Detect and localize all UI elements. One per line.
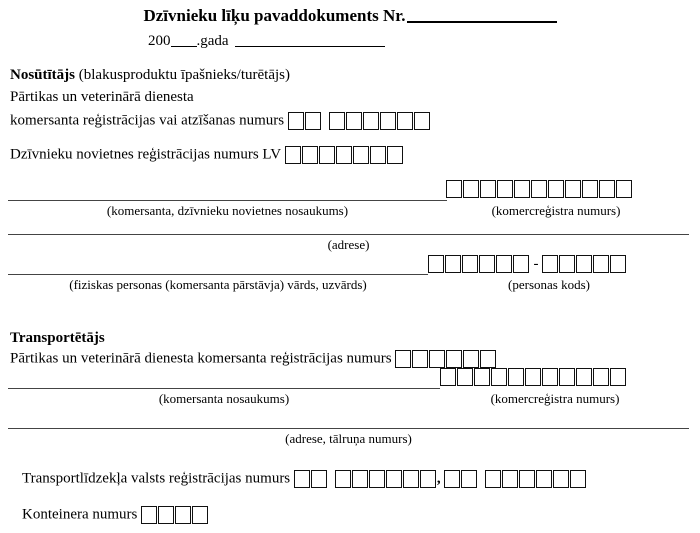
input-box[interactable] <box>463 180 479 198</box>
input-box[interactable] <box>346 112 362 130</box>
transporter-name-rule[interactable] <box>8 388 440 389</box>
input-box[interactable] <box>141 506 157 524</box>
page-title-text: Dzīvnieku līķu pavaddokuments Nr. <box>143 6 406 25</box>
input-box[interactable] <box>363 112 379 130</box>
holding-reg-boxes[interactable] <box>285 146 404 164</box>
date-suffix: .gada <box>196 33 229 49</box>
input-box[interactable] <box>502 470 518 488</box>
input-box[interactable] <box>294 470 310 488</box>
vehicle-reg-boxes-second[interactable] <box>444 470 587 488</box>
input-box[interactable] <box>380 112 396 130</box>
holding-reg-line <box>10 146 404 164</box>
input-box[interactable] <box>491 368 507 386</box>
date-line <box>148 33 385 50</box>
transporter-heading: Transportētājs <box>10 330 105 346</box>
input-box[interactable] <box>599 180 615 198</box>
input-box[interactable] <box>335 470 351 488</box>
input-box[interactable] <box>429 350 445 368</box>
vehicle-reg-line <box>22 470 587 488</box>
input-box[interactable] <box>457 368 473 386</box>
input-box[interactable] <box>474 368 490 386</box>
input-box[interactable] <box>403 470 419 488</box>
date-year-blank[interactable] <box>171 46 197 47</box>
input-box[interactable] <box>445 255 461 273</box>
sender-personal-code-boxes[interactable] <box>428 255 627 273</box>
input-box[interactable] <box>288 112 304 130</box>
input-box[interactable] <box>192 506 208 524</box>
page-title <box>0 6 700 26</box>
sender-heading <box>10 68 290 83</box>
input-box[interactable] <box>414 112 430 130</box>
input-box[interactable] <box>285 146 301 164</box>
input-box[interactable] <box>593 368 609 386</box>
sender-name-caption: (komersanta, dzīvnieku novietnes nosaukums) <box>106 203 349 218</box>
sender-address-rule[interactable] <box>8 234 689 235</box>
input-box[interactable] <box>387 146 403 164</box>
input-box[interactable] <box>370 146 386 164</box>
input-box[interactable] <box>420 470 436 488</box>
sender-personal-code-caption: (personas kods) <box>508 277 590 292</box>
title-number-blank[interactable] <box>407 21 557 23</box>
input-box[interactable] <box>513 255 529 273</box>
input-box[interactable] <box>576 368 592 386</box>
input-box[interactable] <box>480 350 496 368</box>
sender-heading-bold: Nosūtītājs <box>10 67 76 83</box>
input-box[interactable] <box>412 350 428 368</box>
transporter-reg-boxes[interactable] <box>395 350 497 368</box>
date-month-blank[interactable] <box>235 46 385 47</box>
transporter-address-rule[interactable] <box>8 428 689 429</box>
input-box[interactable] <box>559 368 575 386</box>
input-box[interactable] <box>610 368 626 386</box>
input-box[interactable] <box>480 180 496 198</box>
sender-person-rule[interactable] <box>8 274 428 275</box>
input-box[interactable] <box>536 470 552 488</box>
input-box[interactable] <box>386 470 402 488</box>
input-box[interactable] <box>397 112 413 130</box>
vehicle-reg-boxes-first[interactable] <box>294 470 437 488</box>
input-box[interactable] <box>353 146 369 164</box>
sender-person-caption: (fiziskas personas (komersanta pārstāvja) vārds, uzvārds) <box>69 277 367 292</box>
sender-reg-line <box>10 112 431 130</box>
input-box[interactable] <box>525 368 541 386</box>
input-box[interactable] <box>336 146 352 164</box>
sender-reg-label: komersanta reģistrācijas vai atzīšanas numurs <box>10 112 285 129</box>
input-box[interactable] <box>582 180 598 198</box>
input-box[interactable] <box>553 470 569 488</box>
input-box[interactable] <box>462 255 478 273</box>
vehicle-separator: , <box>436 470 441 487</box>
input-box[interactable] <box>352 470 368 488</box>
input-box[interactable] <box>616 180 632 198</box>
input-box[interactable] <box>514 180 530 198</box>
input-box[interactable] <box>593 255 609 273</box>
input-box[interactable] <box>542 368 558 386</box>
input-box[interactable] <box>158 506 174 524</box>
input-box[interactable] <box>440 368 456 386</box>
input-box[interactable] <box>444 470 460 488</box>
input-box[interactable] <box>576 255 592 273</box>
input-box[interactable] <box>311 470 327 488</box>
sender-address-caption: (adrese) <box>327 237 370 252</box>
transporter-address-caption: (adrese, tālruņa numurs) <box>285 431 412 446</box>
input-box[interactable] <box>369 470 385 488</box>
personal-code-separator: - <box>533 255 539 272</box>
container-number-line <box>22 506 209 524</box>
input-box[interactable] <box>319 146 335 164</box>
date-year-prefix: 200 <box>148 33 171 49</box>
holding-reg-label: Dzīvnieku novietnes reģistrācijas numurs LV <box>10 146 281 163</box>
input-box[interactable] <box>175 506 191 524</box>
transporter-name-caption: (komersanta nosaukums) <box>158 391 290 406</box>
input-box[interactable] <box>559 255 575 273</box>
sender-service-line: Pārtikas un veterinārā dienesta <box>10 89 194 105</box>
input-box[interactable] <box>428 255 444 273</box>
input-box[interactable] <box>548 180 564 198</box>
input-box[interactable] <box>446 180 462 198</box>
input-box[interactable] <box>302 146 318 164</box>
input-box[interactable] <box>461 470 477 488</box>
input-box[interactable] <box>463 350 479 368</box>
input-box[interactable] <box>446 350 462 368</box>
sender-commercial-register-caption: (komercreģistra numurs) <box>491 203 621 218</box>
transporter-commercial-register-boxes[interactable] <box>440 368 627 386</box>
input-box[interactable] <box>565 180 581 198</box>
vehicle-reg-label: Transportlīdzekļa valsts reģistrācijas numurs <box>22 470 291 487</box>
sender-reg-boxes[interactable] <box>288 112 431 130</box>
transporter-reg-line <box>10 350 497 368</box>
sender-name-rule[interactable] <box>8 200 447 201</box>
input-box[interactable] <box>531 180 547 198</box>
container-number-label: Konteinera numurs <box>22 506 138 523</box>
input-box[interactable] <box>610 255 626 273</box>
sender-heading-rest: (blakusproduktu īpašnieks/turētājs) <box>75 67 290 83</box>
input-box[interactable] <box>485 470 501 488</box>
input-box[interactable] <box>570 470 586 488</box>
container-number-boxes[interactable] <box>141 506 209 524</box>
input-box[interactable] <box>496 255 512 273</box>
input-box[interactable] <box>305 112 321 130</box>
transporter-commercial-register-caption: (komercreģistra numurs) <box>490 391 620 406</box>
input-box[interactable] <box>395 350 411 368</box>
input-box[interactable] <box>542 255 558 273</box>
sender-commercial-register-boxes[interactable] <box>446 180 633 198</box>
input-box[interactable] <box>508 368 524 386</box>
input-box[interactable] <box>329 112 345 130</box>
input-box[interactable] <box>519 470 535 488</box>
transporter-reg-label: Pārtikas un veterinārā dienesta komersanta reģistrācijas numurs <box>10 350 392 367</box>
input-box[interactable] <box>479 255 495 273</box>
input-box[interactable] <box>497 180 513 198</box>
